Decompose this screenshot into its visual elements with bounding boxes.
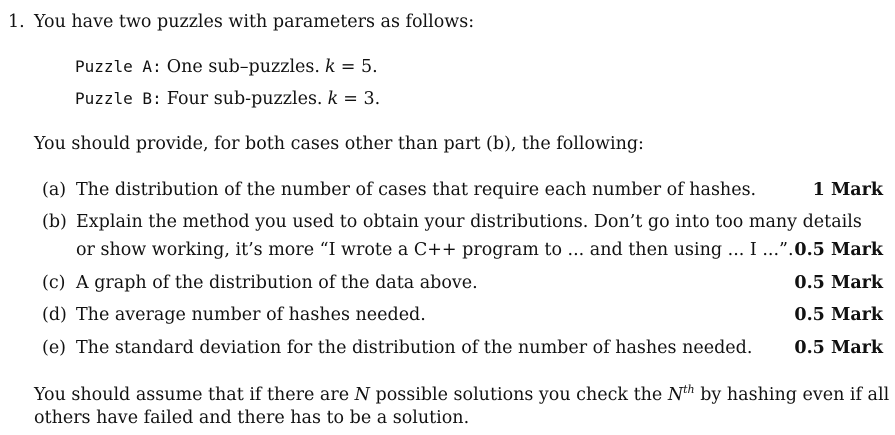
puzzle-b-name: Puzzle B: [75,89,162,108]
puzzle-a-desc: One sub–puzzles. [166,57,320,77]
puzzle-b-k: k [327,89,339,109]
question-number: 1. [8,12,25,32]
part-c-label: (c) [42,273,66,293]
closing-mid: possible solutions you check the [375,384,663,405]
part-b-mark: 0.5 Mark [794,240,883,260]
puzzle-a-name: Puzzle A: [75,57,162,76]
part-a-text: The distribution of the number of cases that require each number of hashes. [76,180,757,200]
part-c-mark: 0.5 Mark [794,273,883,293]
puzzle-b-desc: Four sub-puzzles. [166,89,323,109]
closing-pre: You should assume that if there are [34,384,350,405]
part-a-label: (a) [42,180,67,200]
part-a-mark: 1 Mark [812,180,883,200]
puzzle-a-k: k [325,57,336,77]
part-c-text: A graph of the distribution of the data above. [76,273,478,293]
closing-n: N [354,384,370,405]
part-b-text-line2: or show working, it’s more “I wrote a C++ program to ... and then using ... I ...”. [76,240,794,260]
part-b-label: (b) [42,212,67,232]
part-d-text: The average number of hashes needed. [76,305,426,325]
puzzle-b-k-value: = 3. [343,89,381,109]
closing-n2: N [667,384,684,405]
question-intro: You have two puzzles with parameters as follows: [34,12,475,32]
part-d-mark: 0.5 Mark [794,305,883,325]
puzzle-b-line [75,89,380,109]
puzzle-a-line [75,57,378,77]
part-d-label: (d) [42,305,67,325]
closing-line-1 [34,383,889,405]
provide-text: You should provide, for both cases other than part (b), the following: [34,134,644,154]
part-e-mark: 0.5 Mark [794,338,883,358]
puzzle-a-k-value: = 5. [340,57,378,77]
closing-sup: th [683,383,695,396]
closing-post: by hashing even if all [700,384,890,405]
closing-line-2: others have failed and there has to be a solution. [34,408,470,428]
part-b-text: Explain the method you used to obtain your distributions. Don’t go into too many details [76,212,862,232]
part-e-label: (e) [42,338,67,358]
part-e-text: The standard deviation for the distribution of the number of hashes needed. [76,338,753,358]
